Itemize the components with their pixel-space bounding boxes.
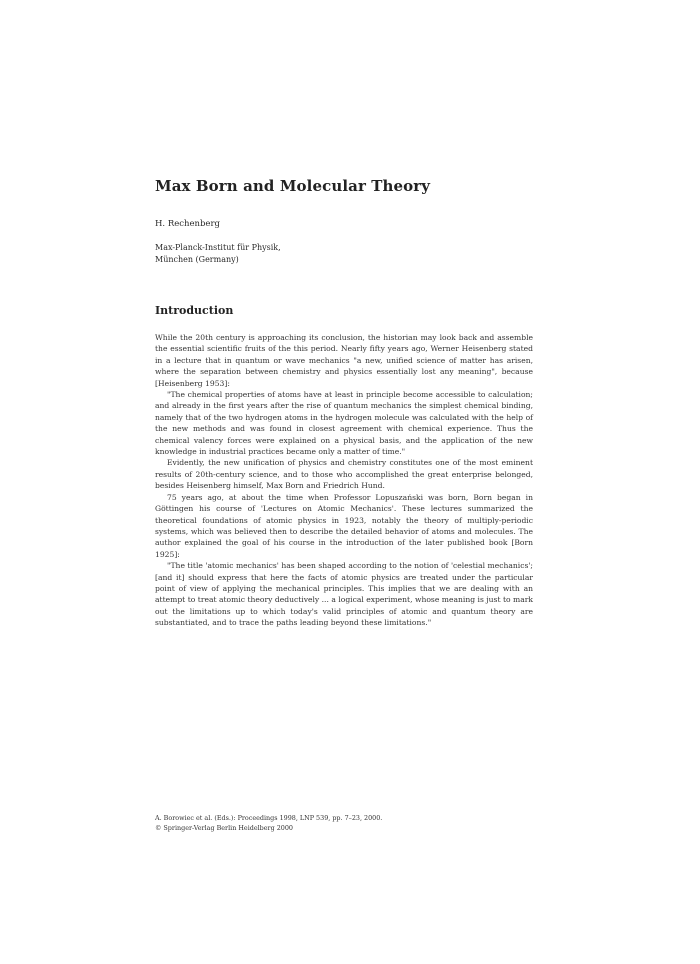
body-paragraph: "The title 'atomic mechanics' has been shaped according to the notion of 'celestial mechanics'; [and it] should express that here the facts of atomic physics are treated under the particular point of view of applying the mechanical principles. This implies that we are dealing with an attempt to treat atomic theory deductively ... a logical experiment, whose meaning is just to mark out the limitations up to which today's valid principles of atomic and quantum theory are substantiated, and to trace the paths leading beyond these limitations." xyxy=(155,561,533,628)
affiliation-line: München (Germany) xyxy=(155,255,239,264)
author-name: H. Rechenberg xyxy=(155,219,220,229)
body-paragraph: "The chemical properties of atoms have at least in principle become accessible to calculation; and already in the first years after the rise of quantum mechanics the simplest chemical binding, namely that of the two hydrogen atoms in the hydrogen molecule was calculated with the help of the new methods and was found in closest agreement with chemical experience. Thus the chemical valency forces were explained on a physical basis, and the application of the new knowledge in industrial practices became only a matter of time." xyxy=(155,390,533,457)
paper-title: Max Born and Molecular Theory xyxy=(155,177,431,195)
footnote-line: © Springer-Verlag Berlin Heidelberg 2000 xyxy=(155,824,293,832)
footnote-line: A. Borowiec et al. (Eds.): Proceedings 1998, LNP 539, pp. 7–23, 2000. xyxy=(155,814,383,822)
body-paragraph: 75 years ago, at about the time when Professor Lopuszański was born, Born began in Göttingen his course of 'Lectures on Atomic Mechanics'. These lectures summarized the theoretical foundations of atomic physics in 1923, notably the theory of multiply-periodic systems, which was believed then to describe the detailed behavior of atoms and molecules. The author explained the goal of his course in the introduction of the later published book [Born 1925]: xyxy=(155,492,533,559)
body-text xyxy=(155,332,533,629)
affiliation-line: Max-Planck-Institut für Physik, xyxy=(155,243,281,252)
body-paragraph: While the 20th century is approaching its conclusion, the historian may look back and assemble the essential scientific fruits of the this period. Nearly fifty years ago, Werner Heisenberg stated in a lecture that in quantum or wave mechanics "a new, unified science of matter has arisen, where the separation between chemistry and physics essentially lost any meaning", because [Heisenberg 1953]: xyxy=(155,333,533,388)
author-affiliation xyxy=(155,242,533,266)
footnote xyxy=(155,813,533,833)
paper-page xyxy=(155,176,533,629)
section-heading: Introduction xyxy=(155,304,234,317)
body-paragraph: Evidently, the new unification of physics and chemistry constitutes one of the most eminent results of 20th-century science, and to those who accomplished the great enterprise belonged, besides Heisenberg himself, Max Born and Friedrich Hund. xyxy=(155,458,533,491)
